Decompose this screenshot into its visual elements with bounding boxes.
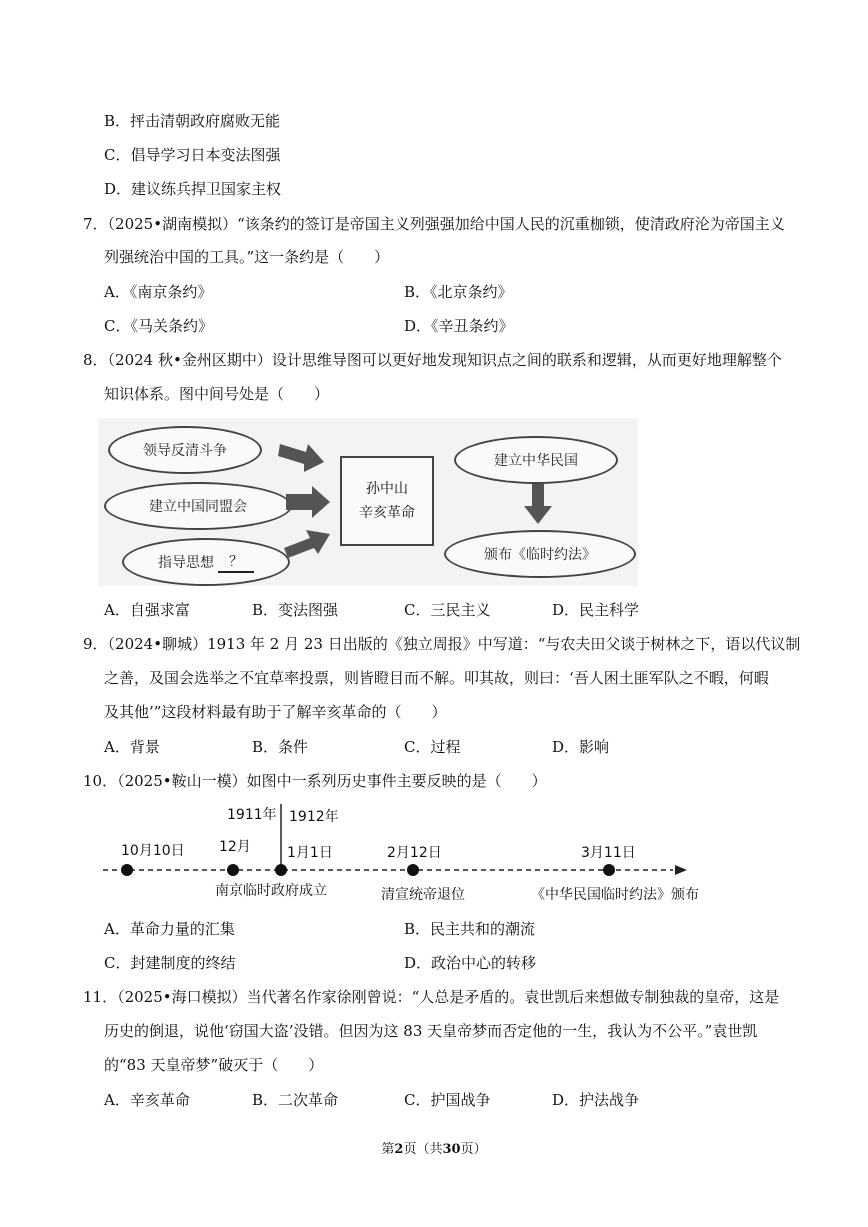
timeline-date-dec: 12月 xyxy=(219,839,251,855)
q10-option-c: C．封建制度的终结 xyxy=(104,954,236,972)
timeline-arrowhead xyxy=(675,865,687,875)
timeline-event-constitution: 《中华民国临时约法》颁布 xyxy=(531,887,699,903)
mindmap-node-label: 建立中华民国 xyxy=(494,453,578,469)
footer-page-number: 2 xyxy=(394,1142,404,1157)
mindmap-blank: ？ xyxy=(218,551,254,573)
q9-option-c: C．过程 xyxy=(404,738,461,756)
mind-map-figure xyxy=(98,418,638,586)
mindmap-node-label: 指导思想 xyxy=(158,555,214,571)
q11-option-d: D．护法战争 xyxy=(552,1091,640,1109)
timeline-dot-oct10 xyxy=(121,864,133,876)
q10-option-d: D．政治中心的转移 xyxy=(404,954,537,972)
timeline-dot-feb12 xyxy=(407,864,419,876)
q11-option-a: A．辛亥革命 xyxy=(104,1091,190,1109)
mindmap-node-label: 颁布《临时约法》 xyxy=(484,547,596,563)
q7-option-b: B．《北京条约》 xyxy=(404,283,513,301)
q9-stem-line3: 及其他’”这段材料最有助于了解辛亥革命的（ ） xyxy=(104,703,447,721)
timeline-year-1911: 1911年 xyxy=(227,807,277,823)
timeline-event-nanjing-gov: 南京临时政府成立 xyxy=(215,883,327,899)
timeline-dot-jan1 xyxy=(275,864,287,876)
q7-option-d: D．《辛丑条约》 xyxy=(404,317,514,335)
mindmap-node-tongmenghui xyxy=(104,482,292,530)
q11-option-b: B．二次革命 xyxy=(252,1091,339,1109)
timeline-event-abdication: 清宣统帝退位 xyxy=(381,887,465,903)
q6-option-b: B．抨击清朝政府腐败无能 xyxy=(104,112,281,130)
mindmap-arrows xyxy=(278,430,338,570)
q8-option-a: A．自强求富 xyxy=(104,601,190,619)
footer-total-pages: 30 xyxy=(442,1142,461,1157)
down-arrow xyxy=(524,484,552,526)
q8-stem-line1: 8．（2024 秋•金州区期中）设计思维导图可以更好地发现知识点之间的联系和逻辑，从而更好地理解整个 xyxy=(83,351,782,369)
timeline-date-jan1: 1月1日 xyxy=(287,845,333,861)
mindmap-node-guiding-thought xyxy=(122,538,290,586)
q7-stem-line1: 7．（2025•湖南模拟）“该条约的签订是帝国主义列强强加给中国人民的沉重枷锁，使清政府沦为帝国主义 xyxy=(83,215,785,233)
mindmap-node-label: 建立中国同盟会 xyxy=(149,499,247,515)
timeline-dot-dec xyxy=(227,864,239,876)
footer-suffix: 页） xyxy=(460,1142,487,1157)
timeline-date-mar11: 3月11日 xyxy=(581,845,636,861)
q10-option-a: A．革命力量的汇集 xyxy=(104,920,235,938)
q7-option-c: C．《马关条约》 xyxy=(104,317,213,335)
q9-stem-line1: 9．（2024•聊城）1913 年 2 月 23 日出版的《独立周报》中写道：“与农夫田父谈于树林之下，语以代议制 xyxy=(83,635,801,653)
q6-option-c: C．倡导学习日本变法图强 xyxy=(104,146,281,164)
q10-stem-line1: 10．（2025•鞍山一模）如图中一系列历史事件主要反映的是（ ） xyxy=(83,772,547,790)
timeline-date-oct10: 10月10日 xyxy=(121,843,185,859)
q11-stem-line1: 11．（2025•海口模拟）当代著名作家徐刚曾说：“人总是矛盾的。袁世凯后来想做专制独裁的皇帝，这是 xyxy=(83,988,780,1006)
q8-stem-line2: 知识体系。图中间号处是（ ） xyxy=(104,385,330,403)
arrow-shape xyxy=(284,530,330,558)
page-footer xyxy=(0,1138,868,1157)
mindmap-node-lead-struggle xyxy=(108,426,262,474)
arrow-shape xyxy=(286,486,330,518)
center-label-revolution: 辛亥革命 xyxy=(359,505,415,521)
timeline-year-1912: 1912年 xyxy=(289,809,339,825)
q9-option-b: B．条件 xyxy=(252,738,309,756)
q11-stem-line3: 的“83 天皇帝梦”破灭于（ ） xyxy=(104,1056,324,1074)
q7-option-a: A．《南京条约》 xyxy=(104,283,213,301)
center-label-sun: 孙中山 xyxy=(366,481,408,497)
mindmap-node-provisional-constitution xyxy=(444,530,636,578)
q9-option-d: D．影响 xyxy=(552,738,610,756)
q11-option-c: C．护国战争 xyxy=(404,1091,491,1109)
q9-stem-line2: 之善，及国会选举之不宜草率投票，则皆瞪目而不解。叩其故，则曰：‘吾人困土匪军队之不暇，何暇 xyxy=(104,669,769,687)
q8-option-b: B．变法图强 xyxy=(252,601,339,619)
arrow-shape xyxy=(278,444,324,472)
mindmap-node-label: 领导反清斗争 xyxy=(143,443,227,459)
timeline-dot-mar11 xyxy=(603,864,615,876)
q8-option-c: C．三民主义 xyxy=(404,601,491,619)
timeline-figure xyxy=(95,800,735,910)
footer-prefix: 第 xyxy=(381,1142,395,1157)
q10-option-b: B．民主共和的潮流 xyxy=(404,920,536,938)
q6-option-d: D．建议练兵捍卫国家主权 xyxy=(104,180,282,198)
mindmap-node-roc xyxy=(454,436,618,484)
mindmap-center-box xyxy=(340,456,434,546)
timeline-date-feb12: 2月12日 xyxy=(387,845,442,861)
q11-stem-line2: 历史的倒退，说他‘窃国大盗’没错。但因为这 83 天皇帝梦而否定他的一生，我认为不公平。”袁世凯 xyxy=(104,1022,758,1040)
arrow-shape xyxy=(524,484,552,524)
footer-mid: 页（共 xyxy=(403,1142,443,1157)
q7-stem-line2: 列强统治中国的工具。”这一条约是（ ） xyxy=(104,248,390,266)
q8-option-d: D．民主科学 xyxy=(552,601,640,619)
q9-option-a: A．背景 xyxy=(104,738,160,756)
